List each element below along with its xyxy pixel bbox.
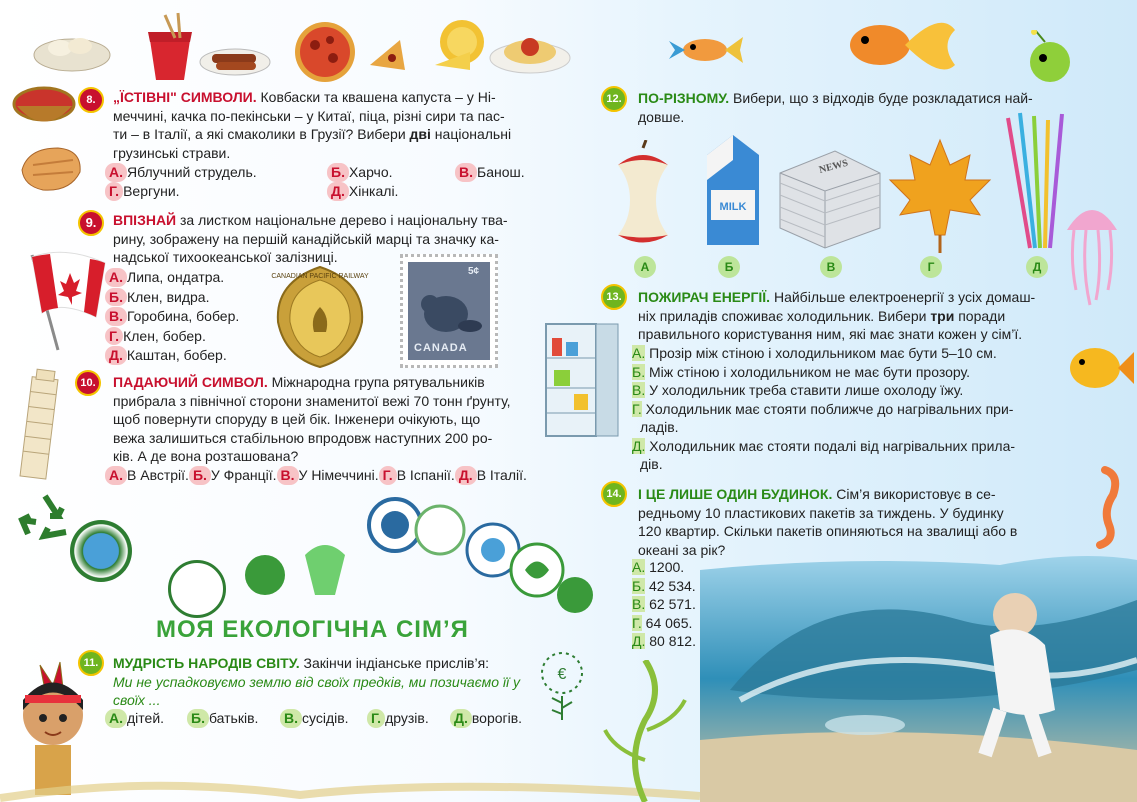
- drinking-straws-image: [1000, 108, 1070, 258]
- question-8-title: „ЇСТІВНІ" СИМВОЛИ.: [113, 89, 257, 105]
- beaver-stamp-image: [400, 254, 498, 368]
- goldfish-decoration: [830, 10, 960, 80]
- question-10-title: ПАДАЮЧИЙ СИМВОЛ.: [113, 374, 268, 390]
- food-decoration: [30, 10, 590, 85]
- option-13-b[interactable]: Б. Між стіною і холодильником не має бути прозору.: [632, 363, 970, 380]
- question-8-options: [105, 163, 535, 203]
- question-9-options: [105, 268, 275, 365]
- question-13: ПОЖИРАЧ ЕНЕРГІЇ. Найбільше електроенергії з усіх домаш- ніх приладів споживає холодильник. Вибери три поради правильного користування ним, які має знати кожен у сім’ї.: [638, 289, 1036, 342]
- option-11-c[interactable]: В. сусідів.: [280, 709, 349, 728]
- option-9-b[interactable]: Б. Клен, видра.: [105, 288, 209, 307]
- apple-core-image: [608, 140, 678, 250]
- food-icons: [30, 10, 590, 85]
- question-14-options: [632, 558, 742, 651]
- question-14-number: 14.: [601, 481, 627, 507]
- canada-flag-image: [10, 245, 110, 355]
- question-13-options: [632, 344, 1062, 474]
- question-9: ВПІЗНАЙ за листком національне дерево і національну тва- рину, зображену на першій канадійській марці та значку ка- надської тихоокеанської залізниці.: [113, 212, 508, 265]
- anglerfish-decoration: [1015, 30, 1085, 85]
- leaning-tower-image: [10, 368, 72, 483]
- option-11-d[interactable]: Г. друзів.: [367, 709, 429, 728]
- question-14-title: І ЦЕ ЛИШЕ ОДИН БУДИНОК.: [638, 486, 833, 502]
- badge-text: CANADIAN PACIFIC RAILWAY: [271, 273, 369, 280]
- question-9-title: ВПІЗНАЙ: [113, 212, 177, 228]
- question-10-number: 10.: [75, 370, 101, 396]
- option-13-d[interactable]: Г. Холодильник має стояти поближче до нагрівальних при- ладів.: [632, 400, 1014, 435]
- question-8-number: 8.: [78, 87, 104, 113]
- eco-garantie-logo: [168, 560, 226, 618]
- question-11: МУДРІСТЬ НАРОДІВ СВІТУ. Закінчи індіанське прислів’я: Ми не успадковуємо землю від своїх предків, ми позичаємо її у своїх ...: [113, 655, 521, 708]
- stamp-value: 5¢: [468, 266, 480, 277]
- milk-carton-image: [697, 130, 769, 250]
- item-label-b[interactable]: Б: [718, 256, 740, 278]
- option-10-e[interactable]: Д. В Італії.: [455, 466, 527, 485]
- option-14-b[interactable]: Б. 42 534.: [632, 577, 696, 594]
- question-12-number: 12.: [601, 86, 627, 112]
- question-14: І ЦЕ ЛИШЕ ОДИН БУДИНОК. Сім’я використовує в се- редньому 10 пластикових пакетів за тиждень. У будинку 120 квартир. Скільки пакетів опиняються на звалищі або в океані за рік?: [638, 486, 1018, 558]
- option-10-a[interactable]: А. В Австрії.: [105, 466, 189, 485]
- question-12-title: ПО-РІЗНОМУ.: [638, 90, 730, 106]
- option-9-e[interactable]: Д. Каштан, бобер.: [105, 346, 227, 365]
- option-14-a[interactable]: А. 1200.: [632, 559, 685, 575]
- ocean-wave-photo: [700, 550, 1137, 802]
- option-10-d[interactable]: Г. В Іспанії.: [379, 466, 455, 485]
- khachapuri-image: [18, 140, 86, 195]
- option-13-e[interactable]: Д. Холодильник має стояти подалі від нагрівальних прила- дів.: [632, 437, 1016, 472]
- option-13-c[interactable]: В. У холодильник треба ставити лише охолоду їжу.: [632, 382, 964, 398]
- stamp-country: CANADA: [414, 342, 468, 354]
- green-seal-logo: [70, 520, 132, 582]
- option-8-a[interactable]: А. Яблучний струдель.: [105, 163, 257, 182]
- newspaper-stack-image: [775, 143, 885, 253]
- question-11-options: [105, 709, 540, 729]
- option-8-e[interactable]: Д. Хінкалі.: [327, 182, 398, 201]
- option-9-c[interactable]: В. Горобина, бобер.: [105, 307, 239, 326]
- question-12: ПО-РІЗНОМУ. Вибери, що з відходів буде розкладатися най- довше.: [638, 90, 1033, 125]
- item-label-e[interactable]: Д: [1026, 256, 1048, 278]
- railway-badge-image: [270, 262, 370, 372]
- question-13-number: 13.: [601, 284, 627, 310]
- item-label-d[interactable]: Г: [920, 256, 942, 278]
- option-9-a[interactable]: А. Липа, ондатра.: [105, 268, 224, 287]
- question-8: „ЇСТІВНІ" СИМВОЛИ. Ковбаски та квашена капуста – у Ні- меччині, качка по-пекінськи – у Китаї, піца, різні сири та пас- ти – в Італії, а які смаколики в Грузії? Вибери дві національні грузинські страви.: [113, 89, 512, 161]
- fish-decoration: [665, 25, 745, 75]
- option-10-c[interactable]: В. У Німеччині.: [277, 466, 379, 485]
- question-11-title: МУДРІСТЬ НАРОДІВ СВІТУ.: [113, 655, 300, 671]
- option-8-d[interactable]: Г. Вергуни.: [105, 182, 180, 201]
- recycle-icon: [18, 492, 73, 542]
- option-8-b[interactable]: Б. Харчо.: [327, 163, 393, 182]
- option-14-d[interactable]: Г. 64 065.: [632, 614, 693, 631]
- option-9-d[interactable]: Г. Клен, бобер.: [105, 327, 206, 346]
- option-11-a[interactable]: А. дітей.: [105, 709, 164, 728]
- seahorse-decoration: [1085, 465, 1125, 550]
- item-label-c[interactable]: В: [820, 256, 842, 278]
- eco-seals-group: [225, 495, 595, 615]
- maple-leaf-image: [885, 135, 995, 255]
- milk-label: MILK: [719, 201, 747, 213]
- refrigerator-image: [540, 318, 622, 440]
- newspaper-label: NEWS: [817, 157, 850, 176]
- option-11-b[interactable]: Б. батьків.: [187, 709, 258, 728]
- option-11-e[interactable]: Д. ворогів.: [450, 709, 522, 728]
- question-10: ПАДАЮЧИЙ СИМВОЛ. Міжнародна група рятувальників прибрала з північної сторони знаменитої вежі 70 тонн ґрунту, щоб повернути споруду в цей бік. Інженери очікують, що вежа залишиться стабільною впродовж наступних 200 ро- ків. А де вона розташована?: [113, 374, 511, 464]
- question-11-number: 11.: [78, 650, 104, 676]
- eco-family-title: МОЯ ЕКОЛОГІЧНА СІМ’Я: [156, 616, 469, 643]
- yellowfish-decoration: [1060, 330, 1135, 400]
- option-13-a[interactable]: А. Прозір між стіною і холодильником має бути 5–10 см.: [632, 345, 997, 361]
- option-10-b[interactable]: Б. У Франції.: [189, 466, 277, 485]
- question-10-options: [105, 466, 545, 485]
- option-14-c[interactable]: В. 62 571.: [632, 596, 696, 612]
- eu-ecolabel-icon: [532, 648, 592, 723]
- svg-text:€: €: [557, 666, 567, 683]
- question-13-title: ПОЖИРАЧ ЕНЕРГІЇ.: [638, 289, 771, 305]
- option-14-e[interactable]: Д. 80 812.: [632, 633, 696, 649]
- question-9-number: 9.: [78, 210, 104, 236]
- jellyfish-decoration: [1062, 200, 1122, 310]
- seaweed-decoration: [585, 660, 705, 802]
- item-label-a[interactable]: А: [634, 256, 656, 278]
- borscht-bowl-image: [12, 82, 77, 132]
- option-8-c[interactable]: В. Банош.: [455, 163, 525, 182]
